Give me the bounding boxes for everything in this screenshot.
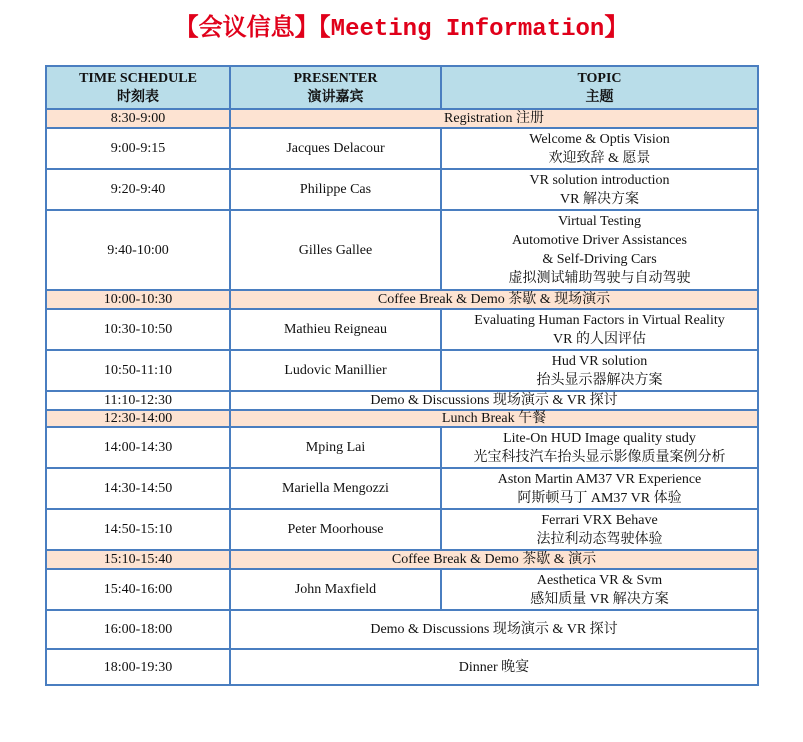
time-cell: 9:40-10:00 xyxy=(46,210,230,290)
session-cell: Demo & Discussions 现场演示 & VR 探讨 xyxy=(230,610,758,649)
table-row xyxy=(46,309,758,350)
table-row xyxy=(46,649,758,685)
topic-line: VR 的人因评估 xyxy=(553,331,646,347)
topic-line: Aesthetica VR & Svm xyxy=(536,572,663,588)
header-presenter xyxy=(230,66,441,109)
time-cell: 10:00-10:30 xyxy=(46,290,230,309)
header-time-en: TIME SCHEDULE xyxy=(79,70,197,86)
time-cell: 12:30-14:00 xyxy=(46,410,230,427)
topic-cell xyxy=(441,468,758,509)
topic-cell xyxy=(441,128,758,169)
topic-line: VR 解决方案 xyxy=(560,191,639,207)
topic-line: Automotive Driver Assistances xyxy=(512,233,687,248)
topic-line: 抬头显示器解决方案 xyxy=(536,372,663,388)
header-topic-en: TOPIC xyxy=(577,70,622,86)
page-title: 【会议信息】【Meeting Information】 xyxy=(174,16,629,43)
time-cell: 14:30-14:50 xyxy=(46,468,230,509)
session-cell: Demo & Discussions 现场演示 & VR 探讨 xyxy=(230,391,758,410)
time-cell: 15:40-16:00 xyxy=(46,569,230,610)
topic-line: 光宝科技汽车抬头显示影像质量案例分析 xyxy=(473,449,726,465)
table-row xyxy=(46,350,758,391)
topic-line: 虚拟测试辅助驾驶与自动驾驶 xyxy=(508,271,691,286)
time-cell: 14:50-15:10 xyxy=(46,509,230,550)
time-cell: 15:10-15:40 xyxy=(46,550,230,569)
table-row xyxy=(46,391,758,410)
time-cell: 10:50-11:10 xyxy=(46,350,230,391)
table-row xyxy=(46,109,758,128)
time-cell: 14:00-14:30 xyxy=(46,427,230,468)
topic-line: Evaluating Human Factors in Virtual Reality xyxy=(474,312,725,328)
time-cell: 9:20-9:40 xyxy=(46,169,230,210)
topic-line: Hud VR solution xyxy=(551,353,648,369)
topic-line: Virtual Testing xyxy=(557,214,642,229)
header-presenter-en: PRESENTER xyxy=(293,70,378,86)
session-cell: Lunch Break 午餐 xyxy=(230,410,758,427)
topic-line: 感知质量 VR 解决方案 xyxy=(530,591,669,607)
topic-cell xyxy=(441,169,758,210)
table-row xyxy=(46,128,758,169)
header-time-cn: 时刻表 xyxy=(117,89,159,105)
header-topic-cn: 主题 xyxy=(585,89,614,105)
presenter-cell: Gilles Gallee xyxy=(230,210,441,290)
topic-line: & Self-Driving Cars xyxy=(542,252,657,267)
topic-line: Aston Martin AM37 VR Experience xyxy=(497,471,702,487)
topic-line: Ferrari VRX Behave xyxy=(541,512,658,528)
session-cell: Registration 注册 xyxy=(230,109,758,128)
table-row xyxy=(46,169,758,210)
presenter-cell: Ludovic Manillier xyxy=(230,350,441,391)
header-presenter-cn: 演讲嘉宾 xyxy=(307,89,364,105)
presenter-cell: Mariella Mengozzi xyxy=(230,468,441,509)
table-row xyxy=(46,210,758,290)
topic-cell xyxy=(441,210,758,290)
topic-cell xyxy=(441,509,758,550)
topic-cell xyxy=(441,427,758,468)
table-row xyxy=(46,290,758,309)
header-time xyxy=(46,66,230,109)
time-cell: 8:30-9:00 xyxy=(46,109,230,128)
time-cell: 11:10-12:30 xyxy=(46,391,230,410)
session-cell: Coffee Break & Demo 茶歇 & 演示 xyxy=(230,550,758,569)
time-cell: 9:00-9:15 xyxy=(46,128,230,169)
topic-line: 法拉利动态驾驶体验 xyxy=(536,531,663,547)
table-row xyxy=(46,569,758,610)
topic-cell xyxy=(441,569,758,610)
time-cell: 18:00-19:30 xyxy=(46,649,230,685)
presenter-cell: Philippe Cas xyxy=(230,169,441,210)
time-cell: 16:00-18:00 xyxy=(46,610,230,649)
table-row xyxy=(46,610,758,649)
presenter-cell: Mathieu Reigneau xyxy=(230,309,441,350)
header-topic xyxy=(441,66,758,109)
table-row xyxy=(46,509,758,550)
topic-line: Welcome & Optis Vision xyxy=(529,131,670,147)
presenter-cell: Jacques Delacour xyxy=(230,128,441,169)
table-row xyxy=(46,427,758,468)
presenter-cell: John Maxfield xyxy=(230,569,441,610)
topic-cell xyxy=(441,309,758,350)
topic-cell xyxy=(441,350,758,391)
table-row xyxy=(46,550,758,569)
topic-line: 阿斯顿马丁 AM37 VR 体验 xyxy=(517,490,682,506)
topic-line: VR solution introduction xyxy=(529,172,670,188)
header-row xyxy=(46,66,758,109)
time-cell: 10:30-10:50 xyxy=(46,309,230,350)
table-row xyxy=(46,468,758,509)
session-cell: Dinner 晚宴 xyxy=(230,649,758,685)
table-row xyxy=(46,410,758,427)
topic-line: 欢迎致辞 & 愿景 xyxy=(548,150,651,166)
schedule-table xyxy=(45,65,759,686)
presenter-cell: Peter Moorhouse xyxy=(230,509,441,550)
session-cell: Coffee Break & Demo 茶歇 & 现场演示 xyxy=(230,290,758,309)
presenter-cell: Mping Lai xyxy=(230,427,441,468)
topic-line: Lite-On HUD Image quality study xyxy=(503,430,696,446)
